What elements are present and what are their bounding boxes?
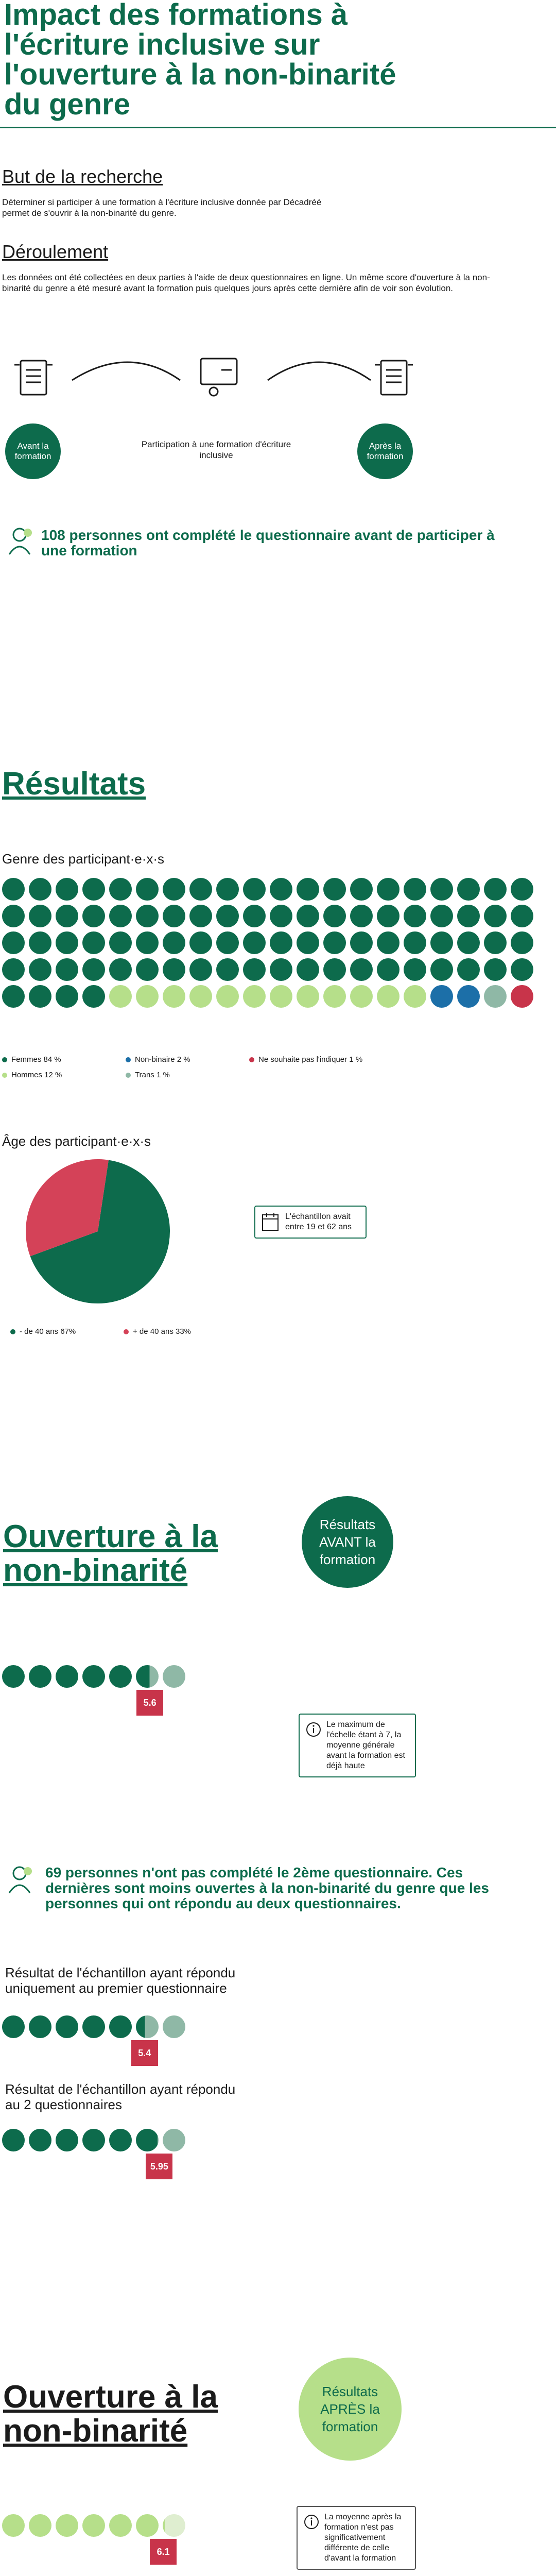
gender-legend: [2, 1055, 517, 1086]
gender-dot: [484, 958, 507, 981]
gender-dot: [136, 905, 159, 927]
process-diagram: [10, 349, 546, 406]
gender-dot: [297, 985, 319, 1008]
gender-dot-grid: [0, 878, 556, 1043]
score-value: 5.95: [146, 2154, 172, 2179]
age-heading: Âge des participant·e·x·s: [2, 1133, 151, 1149]
gender-dot: [377, 985, 399, 1008]
results-heading: Résultats: [2, 766, 146, 802]
gender-dot: [29, 878, 51, 901]
gender-dot: [297, 878, 319, 901]
gender-dot: [136, 985, 159, 1008]
gender-dot: [323, 878, 346, 901]
gender-dot: [270, 958, 292, 981]
legend-item: [126, 1071, 170, 1079]
sample2-label: Résultat de l'échantillon ayant répondu au 2 questionnaires: [5, 2081, 236, 2112]
score-value: 5.6: [136, 1690, 163, 1716]
info-icon: [306, 1722, 321, 1737]
gender-dot: [243, 985, 266, 1008]
scale-dot: [109, 2129, 132, 2151]
arrow-icon: [268, 362, 371, 380]
gender-dot: [457, 985, 480, 1008]
scale-dot: [109, 2514, 132, 2537]
gender-dot: [136, 931, 159, 954]
gender-dot: [56, 905, 78, 927]
sample2-score-scale: [0, 2129, 268, 2175]
gender-dot: [163, 878, 185, 901]
gender-dot: [511, 905, 533, 927]
gender-dot: [430, 931, 453, 954]
title-line: l'ouverture à la non-binarité: [4, 58, 396, 91]
gender-dot: [297, 958, 319, 981]
gender-dot: [136, 878, 159, 901]
gender-dot: [457, 905, 480, 927]
title-line: du genre: [4, 88, 130, 121]
legend-item: [2, 1055, 61, 1064]
gender-dot: [430, 985, 453, 1008]
sample1-score-scale: [0, 2015, 268, 2062]
legend-item: [124, 1327, 191, 1336]
info-icon: [304, 2514, 319, 2530]
gender-dot: [270, 878, 292, 901]
gender-dot: [377, 931, 399, 954]
gender-dot: [377, 878, 399, 901]
scale-dot: [56, 2514, 78, 2537]
gender-dot: [350, 958, 373, 981]
legend-label: Ne souhaite pas l'indiquer 1 %: [258, 1055, 363, 1064]
before-note: [299, 1714, 416, 1777]
questionnaire-icon: [375, 361, 413, 395]
after-badge: Résultats APRÈS la formation: [299, 2358, 402, 2461]
gender-dot: [270, 931, 292, 954]
person-icon: [4, 526, 35, 556]
before-badge: Résultats AVANT la formation: [302, 1496, 393, 1588]
scale-dot: [109, 2015, 132, 2038]
gender-dot: [404, 931, 426, 954]
calendar-icon: [262, 1212, 280, 1232]
legend-item: [2, 1071, 62, 1079]
gender-dot: [82, 958, 105, 981]
gender-dot: [216, 985, 239, 1008]
age-note-text: L'échantillon avait entre 19 et 62 ans: [285, 1212, 352, 1231]
heading-line: non-binarité: [3, 2413, 188, 2449]
gender-dot: [56, 985, 78, 1008]
after-score-scale: [0, 2514, 268, 2561]
goal-text: Déterminer si participer à une formation à l'écriture inclusive donnée par Décadréé permet de s'ouvrir à la non-binarité du genre.: [2, 197, 322, 218]
legend-label: Hommes 12 %: [11, 1071, 62, 1079]
sample1-label: Résultat de l'échantillon ayant répondu uniquement au premier questionnaire: [5, 1965, 236, 1996]
scale-dot: [136, 2514, 159, 2537]
scale-dot: [2, 2015, 25, 2038]
score-value: 6.1: [150, 2539, 177, 2565]
gender-dot: [82, 931, 105, 954]
page-title: [4, 0, 467, 120]
legend-swatch: [126, 1057, 131, 1062]
gender-dot: [109, 931, 132, 954]
heading-line: Ouverture à la: [3, 2379, 218, 2415]
gender-dot: [109, 878, 132, 901]
scale-dot: [163, 1665, 185, 1688]
gender-dot: [216, 878, 239, 901]
gender-dot: [163, 905, 185, 927]
legend-swatch: [126, 1073, 131, 1078]
legend-swatch: [10, 1329, 15, 1334]
gender-dot: [323, 985, 346, 1008]
gender-dot: [350, 985, 373, 1008]
title-line: l'écriture inclusive sur: [4, 28, 320, 61]
gender-dot: [189, 931, 212, 954]
scale-dot: [82, 2129, 105, 2151]
arrow-icon: [72, 362, 180, 380]
procedure-heading: Déroulement: [2, 241, 109, 262]
gender-dot: [430, 905, 453, 927]
score-value: 5.4: [131, 2040, 158, 2066]
gender-dot: [56, 958, 78, 981]
gender-dot: [189, 905, 212, 927]
gender-dot: [484, 931, 507, 954]
scale-dot: [136, 2015, 159, 2038]
middle-label: Participation à une formation d'écriture inclusive: [141, 439, 291, 460]
legend-item: [249, 1055, 362, 1064]
scale-dot: [82, 1665, 105, 1688]
after-note: [297, 2506, 416, 2570]
legend-item: [126, 1055, 190, 1064]
before-score-scale: [0, 1665, 268, 1711]
gender-dot: [323, 905, 346, 927]
age-pie-chart: [21, 1154, 175, 1309]
gender-dot: [109, 985, 132, 1008]
gender-dot: [2, 985, 25, 1008]
gender-dot: [56, 931, 78, 954]
scale-dot: [82, 2015, 105, 2038]
gender-dot: [350, 878, 373, 901]
gender-dot: [109, 958, 132, 981]
gender-dot: [511, 878, 533, 901]
gender-dot: [377, 958, 399, 981]
scale-dot: [163, 2129, 185, 2151]
after-note-text: La moyenne après la formation n'est pas significativement différente de celle d'avant la formation: [324, 2513, 402, 2563]
gender-dot: [163, 958, 185, 981]
gender-dot: [82, 905, 105, 927]
heading-line: Ouverture à la: [3, 1519, 218, 1554]
gender-dot: [243, 905, 266, 927]
legend-swatch: [124, 1329, 129, 1334]
scale-dot: [56, 1665, 78, 1688]
scale-dot: [2, 2129, 25, 2151]
gender-dot: [404, 878, 426, 901]
scale-dot: [163, 2015, 185, 2038]
gender-dot: [82, 878, 105, 901]
scale-dot: [56, 2129, 78, 2151]
scale-dot: [136, 2129, 159, 2151]
gender-dot: [404, 985, 426, 1008]
gender-dot: [216, 931, 239, 954]
goal-heading: But de la recherche: [2, 166, 163, 187]
legend-swatch: [2, 1073, 7, 1078]
openness-after-heading: [3, 2380, 218, 2448]
gender-dot: [2, 931, 25, 954]
heading-line: non-binarité: [3, 1553, 188, 1588]
gender-dot: [136, 958, 159, 981]
gender-dot: [189, 878, 212, 901]
gender-dot: [2, 905, 25, 927]
legend-swatch: [2, 1057, 7, 1062]
gender-dot: [270, 905, 292, 927]
procedure-text: Les données ont été collectées en deux parties à l'aide de deux questionnaires en ligne. Un même score d'ouverture à la non-binarité du genre a été mesuré avant la formation puis quelques jours après cette dernière afin de voir son évolution.: [2, 273, 490, 293]
before-circle: Avant la formation: [5, 423, 61, 479]
gender-dot: [511, 958, 533, 981]
gender-dot: [323, 931, 346, 954]
gender-dot: [163, 931, 185, 954]
gender-dot: [189, 958, 212, 981]
gender-dot: [109, 905, 132, 927]
gender-dot: [163, 985, 185, 1008]
dropout-text: 69 personnes n'ont pas complété le 2ème questionnaire. Ces dernières sont moins ouvertes à la non-binarité du genre que les personnes qui ont répondu au deux questionnaires.: [45, 1865, 489, 1911]
scale-dot: [29, 1665, 51, 1688]
gender-dot: [484, 985, 507, 1008]
legend-item: [10, 1327, 76, 1336]
legend-label: - de 40 ans 67%: [20, 1327, 76, 1336]
scale-dot: [163, 2514, 185, 2537]
legend-label: Trans 1 %: [135, 1071, 170, 1079]
gender-dot: [29, 905, 51, 927]
gender-dot: [430, 878, 453, 901]
gender-dot: [404, 905, 426, 927]
gender-dot: [216, 905, 239, 927]
gender-dot: [297, 905, 319, 927]
gender-dot: [243, 958, 266, 981]
gender-dot: [82, 985, 105, 1008]
gender-dot: [377, 905, 399, 927]
gender-dot: [457, 931, 480, 954]
gender-dot: [29, 958, 51, 981]
gender-dot: [350, 931, 373, 954]
after-circle: Après la formation: [357, 423, 413, 479]
scale-dot: [82, 2514, 105, 2537]
gender-dot: [243, 931, 266, 954]
scale-dot: [2, 1665, 25, 1688]
legend-swatch: [249, 1057, 254, 1062]
gender-dot: [484, 905, 507, 927]
title-line: Impact des formations à: [4, 0, 348, 31]
legend-label: + de 40 ans 33%: [133, 1327, 192, 1336]
gender-dot: [350, 905, 373, 927]
gender-dot: [56, 878, 78, 901]
presentation-icon: [201, 359, 237, 396]
legend-label: Femmes 84 %: [11, 1055, 61, 1064]
scale-dot: [136, 1665, 159, 1688]
gender-dot: [404, 958, 426, 981]
scale-dot: [2, 2514, 25, 2537]
scale-dot: [29, 2015, 51, 2038]
scale-dot: [56, 2015, 78, 2038]
gender-dot: [216, 958, 239, 981]
gender-dot: [189, 985, 212, 1008]
gender-dot: [2, 878, 25, 901]
gender-dot: [270, 985, 292, 1008]
gender-dot: [29, 931, 51, 954]
gender-dot: [2, 958, 25, 981]
gender-dot: [457, 958, 480, 981]
person-icon: [4, 1864, 35, 1895]
gender-heading: Genre des participant·e·x·s: [2, 851, 165, 867]
legend-label: Non-binaire 2 %: [135, 1055, 190, 1064]
questionnaire-icon: [14, 361, 53, 395]
age-note: [254, 1206, 367, 1239]
openness-before-heading: [3, 1520, 218, 1588]
gender-dot: [511, 931, 533, 954]
gender-dot: [29, 985, 51, 1008]
gender-dot: [457, 878, 480, 901]
gender-dot: [243, 878, 266, 901]
scale-dot: [109, 1665, 132, 1688]
scale-dot: [29, 2514, 51, 2537]
gender-dot: [323, 958, 346, 981]
gender-dot: [511, 985, 533, 1008]
gender-dot: [484, 878, 507, 901]
gender-dot: [430, 958, 453, 981]
age-legend: [10, 1327, 319, 1343]
divider: [0, 127, 556, 128]
participant-count: 108 personnes ont complété le questionnaire avant de participer à une formation: [41, 527, 495, 558]
scale-dot: [29, 2129, 51, 2151]
before-note-text: Le maximum de l'échelle étant à 7, la moyenne générale avant la formation est déjà haute: [326, 1720, 405, 1770]
gender-dot: [297, 931, 319, 954]
